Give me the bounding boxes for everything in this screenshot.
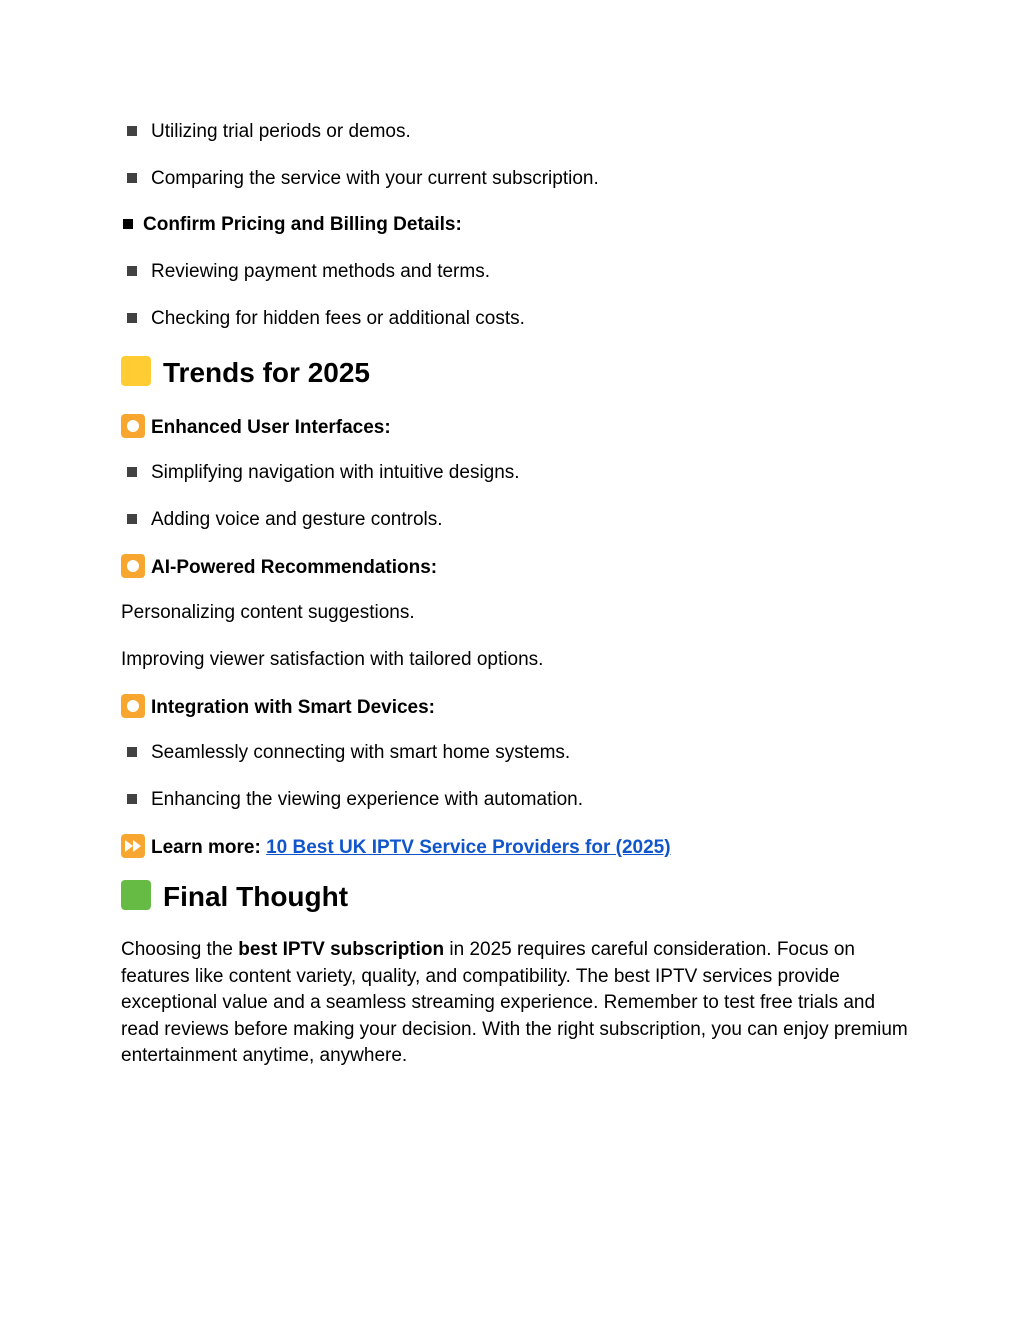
pricing-heading-text: Confirm Pricing and Billing Details: (143, 214, 462, 235)
final-paragraph (121, 937, 911, 1070)
square-bullet-icon (127, 467, 137, 477)
trends-item-heading-text: AI-Powered Recommendations: (151, 557, 438, 578)
list-item (127, 260, 490, 284)
final-text-after: in 2025 requires careful consideration. Focus on features like content variety, quality, and compatibility. The best IPTV services provide exceptional value and a seamless streaming experience. Remember to test free trials and read reviews before making your decision. With the right subscription, you can enjoy premium entertainment anytime, anywhere. (121, 939, 908, 1066)
square-bullet-icon (127, 514, 137, 524)
list-item-text: Enhancing the viewing experience with automation. (151, 789, 583, 810)
square-bullet-icon (127, 173, 137, 183)
radio-button-icon (121, 554, 145, 578)
list-item (127, 461, 520, 485)
list-item (127, 167, 599, 191)
plain-line: Personalizing content suggestions. (121, 602, 415, 623)
green-square-icon (121, 880, 151, 910)
fast-forward-icon (121, 834, 145, 858)
radio-button-icon (121, 694, 145, 718)
square-bullet-icon (127, 794, 137, 804)
square-bullet-icon (127, 126, 137, 136)
list-item-text: Checking for hidden fees or additional costs. (151, 308, 525, 329)
square-bullet-icon (127, 266, 137, 276)
trends-item-heading (121, 414, 391, 440)
learn-more (121, 834, 671, 860)
square-bullet-icon (127, 747, 137, 757)
square-bullet-icon (123, 219, 133, 229)
list-item-text: Seamlessly connecting with smart home systems. (151, 742, 571, 763)
plain-line: Improving viewer satisfaction with tailored options. (121, 649, 544, 670)
list-item (127, 741, 570, 765)
radio-button-icon (121, 414, 145, 438)
trends-title: Trends for 2025 (163, 357, 370, 388)
final-text-before: Choosing the (121, 939, 239, 960)
list-item-text: Reviewing payment methods and terms. (151, 261, 490, 282)
pricing-heading (123, 213, 462, 237)
list-item (127, 508, 443, 532)
trends-item-heading (121, 554, 437, 580)
trends-item-heading-text: Enhanced User Interfaces: (151, 417, 391, 438)
final-text-bold: best IPTV subscription (238, 939, 445, 960)
trends-item-heading-text: Integration with Smart Devices: (151, 697, 436, 718)
list-item (127, 120, 411, 144)
trends-heading (121, 355, 370, 391)
list-item (127, 788, 583, 812)
yellow-square-icon (121, 356, 151, 386)
square-bullet-icon (127, 313, 137, 323)
list-item-text: Adding voice and gesture controls. (151, 509, 443, 530)
list-item (127, 307, 525, 331)
learn-more-label: Learn more: (151, 837, 261, 858)
list-item-text: Comparing the service with your current subscription. (151, 168, 599, 189)
final-title: Final Thought (163, 881, 349, 912)
list-item-text: Utilizing trial periods or demos. (151, 121, 411, 142)
trends-item-heading (121, 694, 435, 720)
list-item-text: Simplifying navigation with intuitive designs. (151, 462, 520, 483)
learn-more-link[interactable]: 10 Best UK IPTV Service Providers for (2025) (266, 837, 671, 858)
final-heading (121, 879, 348, 915)
